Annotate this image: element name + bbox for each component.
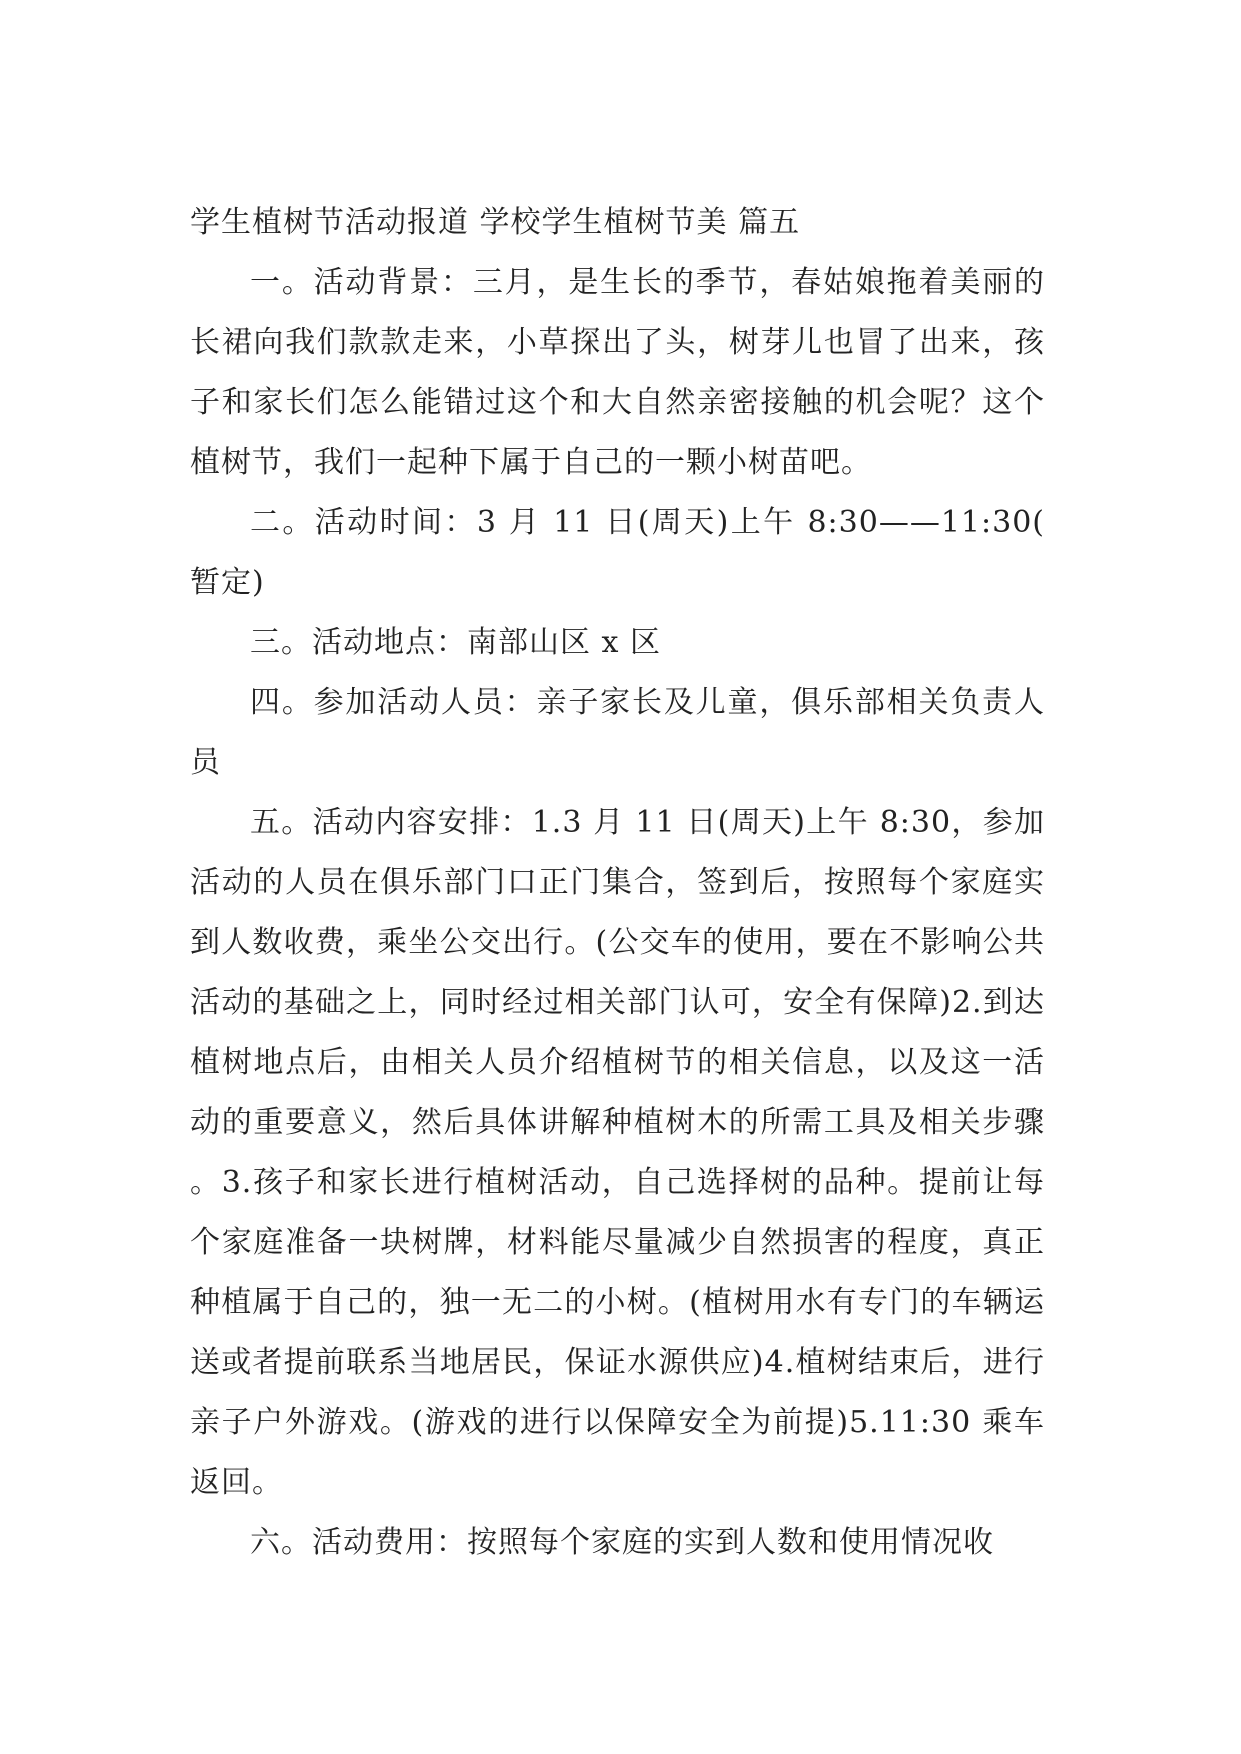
paragraph-fees: 六。活动费用：按照每个家庭的实到人数和使用情况收: [250, 1525, 994, 1560]
paragraph-participants: 四。参加活动人员：亲子家长及儿童，俱乐部相关负责人员: [190, 685, 1045, 780]
document-page: [190, 193, 1045, 1573]
paragraph-schedule: 五。活动内容安排：1.3 月 11 日(周天)上午 8:30，参加活动的人员在俱乐部门口正门集合，签到后，按照每个家庭实到人数收费，乘坐公交出行。(公交车的使用，要在不影响公共活动的基础之上，同时经过相关部门认可，安全有保障)2.到达植树地点后，由相关人员介绍植树节的相关信息，以及这一活动的重要意义，然后具体讲解种植树木的所需工具及相关步骤。3.孩子和家长进行植树活动，自己选择树的品种。提前让每个家庭准备一块树牌，材料能尽量减少自然损害的程度，真正种植属于自己的，独一无二的小树。(植树用水有专门的车辆运送或者提前联系当地居民，保证水源供应)4.植树结束后，进行亲子户外游戏。(游戏的进行以保障安全为前提)5.11:30 乘车返回。: [190, 805, 1045, 1500]
document-title: 学生植树节活动报道 学校学生植树节美 篇五: [190, 205, 801, 240]
paragraph-background: 一。活动背景：三月，是生长的季节，春姑娘拖着美丽的长裙向我们款款走来，小草探出了头，树芽儿也冒了出来，孩子和家长们怎么能错过这个和大自然亲密接触的机会呢？这个植树节，我们一起种下属于自己的一颗小树苗吧。: [190, 265, 1045, 480]
paragraph-time: 二。活动时间：3 月 11 日(周天)上午 8:30——11:30(暂定): [190, 505, 1045, 600]
paragraph-location: 三。活动地点：南部山区 x 区: [250, 625, 661, 660]
